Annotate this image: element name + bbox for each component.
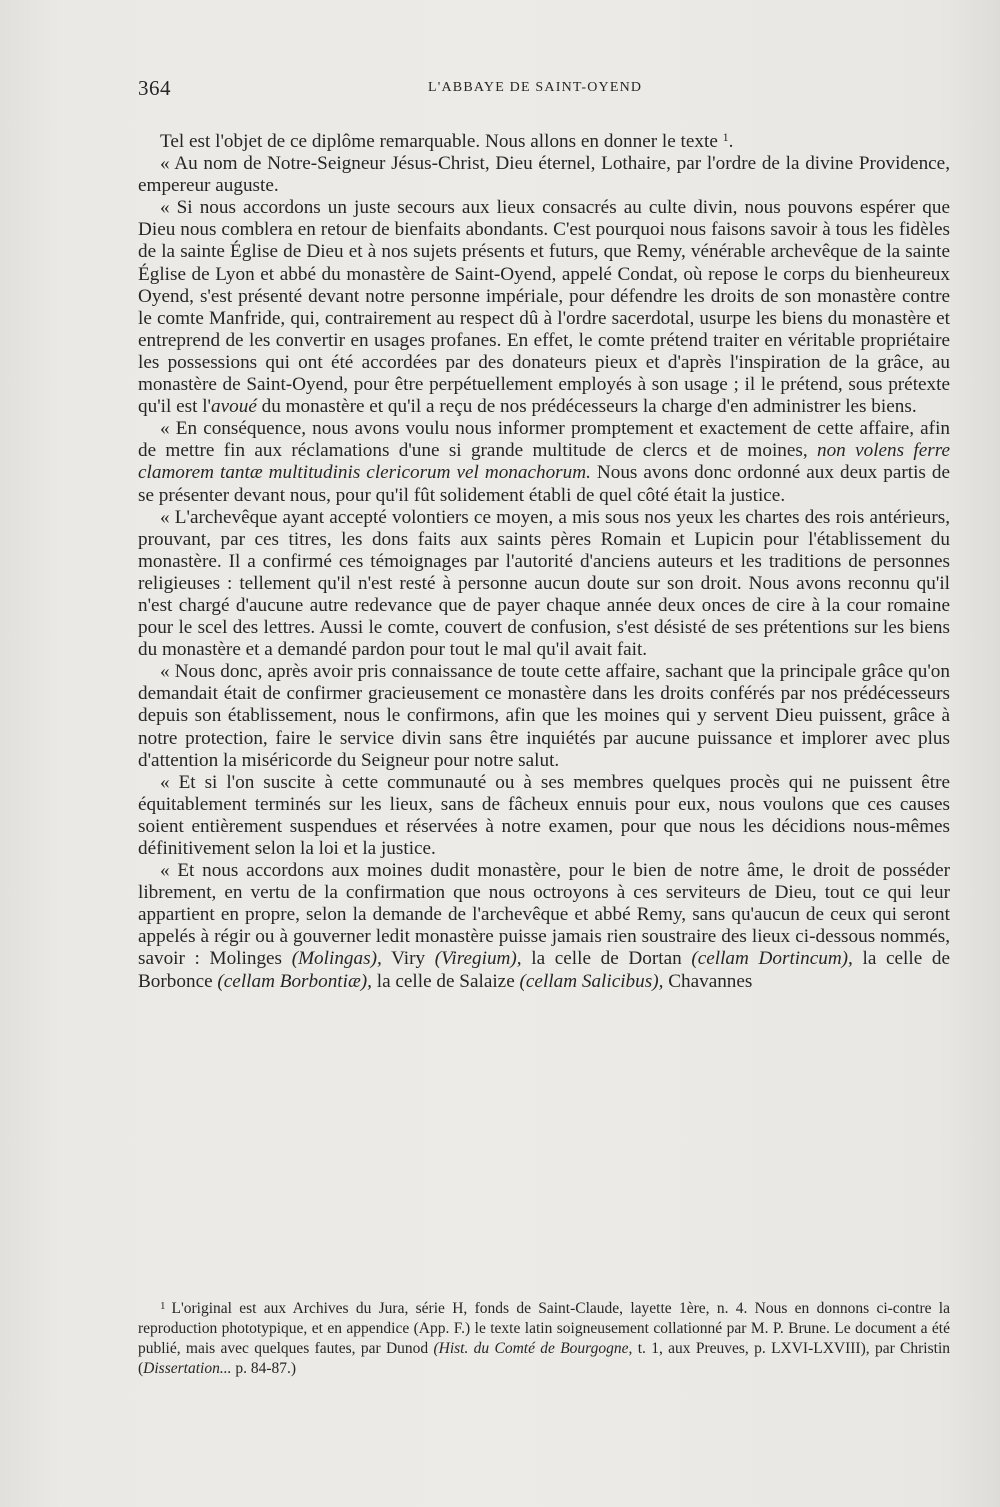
footnotes: [138, 1296, 950, 1379]
paragraph: « Et si l'on suscite à cette communauté ou à ses membres quelques procès qui ne puissent être équitablement terminés sur les lieux, sans de fâcheux ennuis pour eux, nous voulons que ces causes soient entièrement suspendues et réservées à notre examen, pour que nous les décidions nous-mêmes définitivement selon la loi et la justice.: [138, 771, 950, 859]
paragraph: « Nous donc, après avoir pris connaissance de toute cette affaire, sachant que la principale grâce qu'on demandait était de confirmer gracieusement ce monastère dans les droits conférés par nos prédécesseurs depuis son établissement, nous le confirmons, afin que les moines qui y servent Dieu puissent, grâce à notre protection, faire le service divin sans être inquiétés par aucune puissance et implorer avec plus d'attention la miséricorde du Seigneur pour notre salut.: [138, 661, 950, 771]
paragraph: « Et nous accordons aux moines dudit monastère, pour le bien de notre âme, le droit de posséder librement, en vertu de la confirmation que nous octroyons à ces serviteurs de Dieu, tout ce qui leur appartient en propre, selon la demande de l'archevêque et abbé Remy, sans qu'aucun de ceux qui seront appelés à régir ou à gouverner ledit monastère puisse jamais rien soustraire des lieux ci-dessous nommés, savoir : Molinges (Molingas), Viry (Viregium), la celle de Dortan (cellam Dortincum), la celle de Borbonce (cellam Borbontiæ), la celle de Salaize (cellam Salicibus), Chavannes: [138, 860, 950, 992]
latin-place: (Molingas),: [291, 948, 382, 970]
page-header: [138, 76, 950, 102]
footnote-number: 1: [160, 1300, 166, 1312]
paragraph: Tel est l'objet de ce diplôme remarquable. Nous allons en donner le texte $^1$.: [160, 130, 734, 152]
paragraph: « Si nous accordons un juste secours aux lieux consacrés au culte divin, nous pouvons espérer que Dieu nous comblera en retour de bienfaits abondants. C'est pourquoi nous faisons savoir à tous les fidèles de la sainte Église de Dieu et à nos sujets présents et futurs, que Remy, vénérable archevêque de la sainte Église de Lyon et abbé du monastère de Saint-Oyend, appelé Condat, où repose le corps du bienheureux Oyend, s'est présenté devant notre personne impériale, pour défendre les droits de son monastère contre le comte Manfride, qui, contrairement au respect dû à l'ordre sacerdotal, usurpe les biens du monastère et entreprend de les convertir en usages profanes. En effet, le comte prétend traiter en véritable propriétaire les possessions qui ont été accordées par des donateurs pieux et d'après l'inspiration de la grâce, au monastère de Saint-Oyend, pour être perpétuellement employés à son usage ; il le prétend, sous prétexte qu'il est l'avoué du monastère et qu'il a reçu de nos prédécesseurs la charge d'en administrer les biens.: [138, 197, 950, 418]
paragraph: « Au nom de Notre-Seigneur Jésus-Christ, Dieu éternel, Lothaire, par l'ordre de la divine Providence, empereur auguste.: [138, 153, 950, 197]
page-number: 364: [138, 76, 171, 100]
main-text: [138, 126, 950, 993]
latin-place: (cellam Salicibus),: [519, 970, 664, 992]
footnote: $^1$ L'original est aux Archives du Jura, série H, fonds de Saint-Claude, layette 1ère, n. 4. Nous en donnons ci-contre la reproduction phototypique, et en appendice (App. F.) le texte latin soigneusement collationné par M. P. Brune. Le document a été publié, mais avec quelques fautes, par Dunod (Hist. du Comté de Bourgogne, t. 1, aux Preuves, p. LXVI-LXVIII), par Christin (Dissertation... p. 84-87.): [138, 1300, 951, 1377]
latin-quote: non volens ferre clamorem tantæ multitudinis clericorum vel monachorum.: [138, 440, 951, 484]
italic-term: avoué: [211, 396, 257, 418]
footnote-reference: 1: [722, 130, 729, 144]
latin-place: (cellam Dortincum),: [691, 948, 853, 970]
latin-place: (Viregium),: [434, 948, 522, 970]
latin-place: (cellam Borbontiæ),: [217, 970, 372, 992]
paragraph: « En conséquence, nous avons voulu nous informer promptement et exactement de cette affaire, afin de mettre fin aux réclamations d'une si grande multitude de clercs et de moines, non volens ferre clamorem tantæ multitudinis clericorum vel monachorum. Nous avons donc ordonné aux deux partis de se présenter devant nous, pour qu'il fût solidement établi de quel côté était la justice.: [138, 418, 951, 506]
running-title: L'ABBAYE DE SAINT-OYEND: [428, 80, 643, 95]
paragraph: « L'archevêque ayant accepté volontiers ce moyen, a mis sous nos yeux les chartes des rois antérieurs, prouvant, par ces titres, les dons faits aux saints pères Romain et Lupicin pour l'établissement du monastère. Il a confirmé ces témoignages par l'autorité d'anciens auteurs et les traditions de personnes religieuses : tellement qu'il n'est resté à personne aucun doute sur son droit. Nous avons reconnu qu'il n'est chargé d'aucune autre redevance que de payer chaque année deux onces de cire à la cour romaine pour le scel des lettres. Aussi le comte, couvert de confusion, s'est désisté de ses prétentions sur les biens du monastère et a demandé pardon pour tout le mal qu'il avait fait.: [138, 506, 950, 661]
